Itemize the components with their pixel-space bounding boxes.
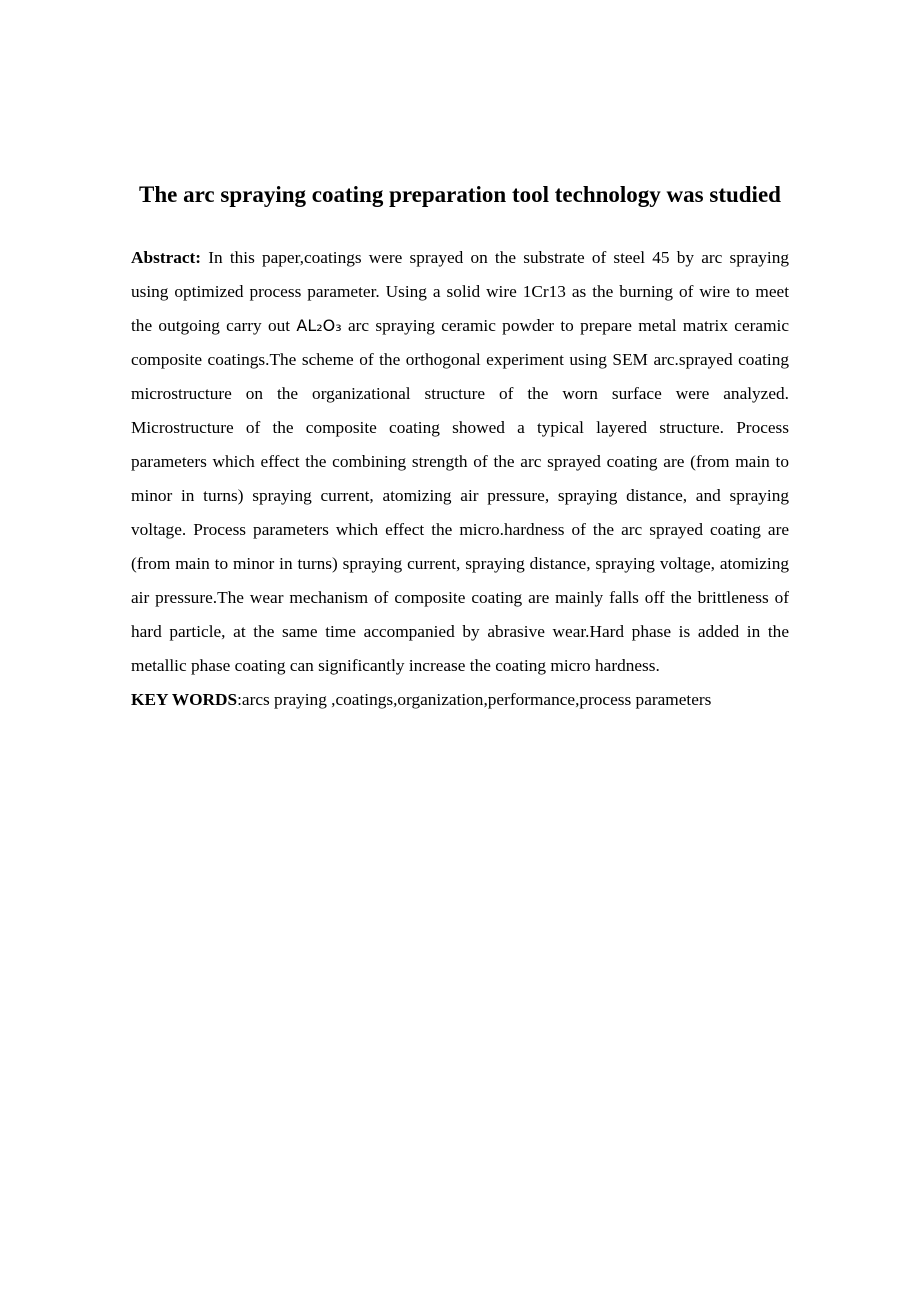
- abstract-paragraph: [131, 241, 789, 683]
- abstract-label: Abstract:: [131, 248, 202, 267]
- abstract-text-part-2: arc spraying ceramic powder to prepare metal matrix ceramic composite coatings.The scheme of the orthogonal experiment using SEM arc.sprayed coating microstructure on the organizational structure of the worn surface were analyzed. Microstructure of the composite coating showed a typical layered structure. Process parameters which effect the combining strength of the arc sprayed coating are (from main to minor in turns) spraying current, atomizing air pressure, spraying distance, and spraying voltage. Process parameters which effect the micro.hardness of the arc sprayed coating are (from main to minor in turns) spraying current, spraying distance, spraying voltage, atomizing air pressure.The wear mechanism of composite coating are mainly falls off the brittleness of hard particle, at the same time accompanied by abrasive wear.Hard phase is added in the metallic phase coating can significantly increase the coating micro hardness.: [131, 316, 789, 675]
- document-page: [131, 178, 789, 717]
- keywords-line: [131, 683, 789, 717]
- keywords-text: :arcs praying ,coatings,organization,performance,process parameters: [237, 690, 712, 709]
- abstract-text-part-1: In this paper,coatings were sprayed on the substrate of steel 45 by arc spraying using optimized process parameter. Using a solid wire 1Cr13 as the burning of wire to meet the outgoing carry out: [131, 248, 789, 335]
- document-title: The arc spraying coating preparation tool technology was studied: [139, 182, 781, 207]
- keywords-label: KEY WORDS: [131, 690, 238, 709]
- abstract-formula: AL₂O₃: [296, 316, 342, 335]
